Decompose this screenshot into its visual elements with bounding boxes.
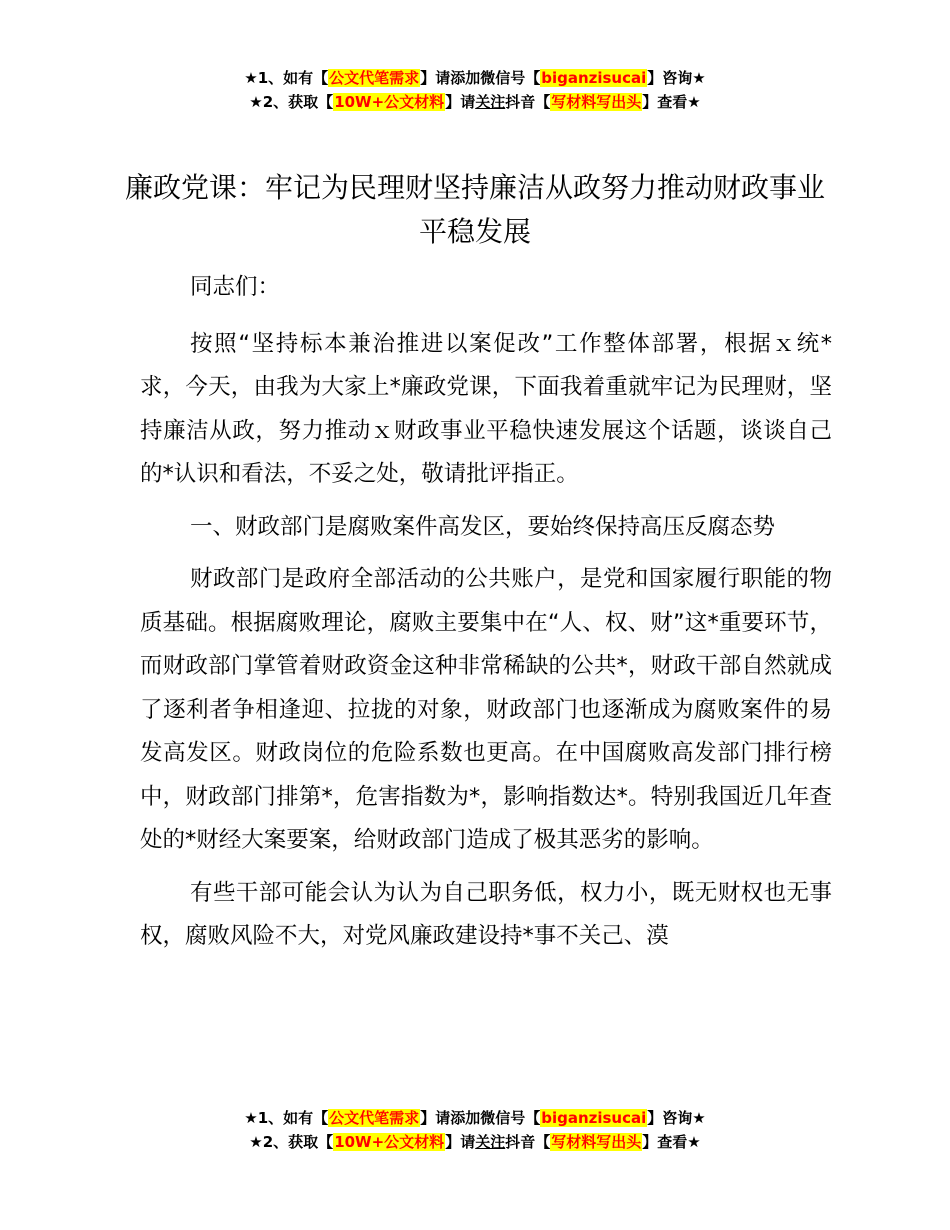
banner-text: 】咨询★: [647, 69, 706, 87]
banner-text: 】请添加微信号【: [420, 1109, 541, 1127]
document-title: 廉政党课：牢记为民理财坚持廉洁从政努力推动财政事业平稳发展: [124, 171, 825, 248]
banner-text: 抖音【: [505, 1133, 551, 1151]
banner-text: 】查看★: [642, 1133, 701, 1151]
banner-text: ★2、获取【: [249, 93, 334, 111]
banner-text: 】请添加微信号【: [420, 69, 541, 87]
banner-text: 】查看★: [642, 93, 701, 111]
paragraph: 按照“坚持标本兼治推进以案促改”工作整体部署，根据ｘ统*求，今天，由我为大家上*廉政党课，下面我着重就牢记为民理财，坚持廉洁从政，努力推动ｘ财政事业平稳快速发展这个话题，谈谈自己的*认识和看法，不妥之处，敬请批评指正。: [140, 330, 832, 487]
highlight-text: biganzisucai: [541, 1109, 647, 1127]
highlight-text: 10W+公文材料: [334, 93, 445, 111]
highlight-text: 公文代笔需求: [329, 1109, 420, 1127]
document-body: [140, 266, 832, 968]
banner-text: ★2、获取【: [249, 1133, 334, 1151]
highlight-text: 公文代笔需求: [329, 69, 420, 87]
banner-text: ★1、如有【: [244, 1109, 329, 1127]
banner-text: 】咨询★: [647, 1109, 706, 1127]
paragraph: 有些干部可能会认为认为自己职务低，权力小，既无财权也无事权，腐败风险不大，对党风廉政建设持*事不关己、漠: [140, 879, 832, 949]
section-heading: 一、财政部门是腐败案件高发区，要始终保持高压反腐态势: [190, 513, 776, 540]
underlined-text: 关注: [475, 93, 506, 111]
banner-line-1: [0, 66, 950, 90]
banner-text: 】请: [445, 93, 476, 111]
header-banner: [0, 66, 950, 114]
footer-banner: [0, 1106, 950, 1154]
salutation: 同志们：: [190, 274, 281, 300]
paragraph: 财政部门是政府全部活动的公共账户，是党和国家履行职能的物质基础。根据腐败理论，腐败主要集中在“人、权、财”这*重要环节，而财政部门掌管着财政资金这种非常稀缺的公共*，财政干部自然就成了逐利者争相逢迎、拉拢的对象，财政部门也逐渐成为腐败案件的易发高发区。财政岗位的危险系数也更高。在中国腐败高发部门排行榜中，财政部门排第*，危害指数为*，影响指数达*。特别我国近几年查处的*财经大案要案，给财政部门造成了极其恶劣的影响。: [140, 566, 832, 853]
banner-line-2: [0, 90, 950, 114]
banner-text: 】请: [445, 1133, 476, 1151]
banner-text: ★1、如有【: [244, 69, 329, 87]
highlight-text: 写材料写出头: [551, 93, 642, 111]
underlined-text: 关注: [475, 1133, 506, 1151]
banner-line-1: [0, 1106, 950, 1130]
banner-line-2: [0, 1130, 950, 1154]
highlight-text: 写材料写出头: [551, 1133, 642, 1151]
banner-text: 抖音【: [505, 93, 551, 111]
highlight-text: 10W+公文材料: [334, 1133, 445, 1151]
highlight-text: biganzisucai: [541, 69, 647, 87]
